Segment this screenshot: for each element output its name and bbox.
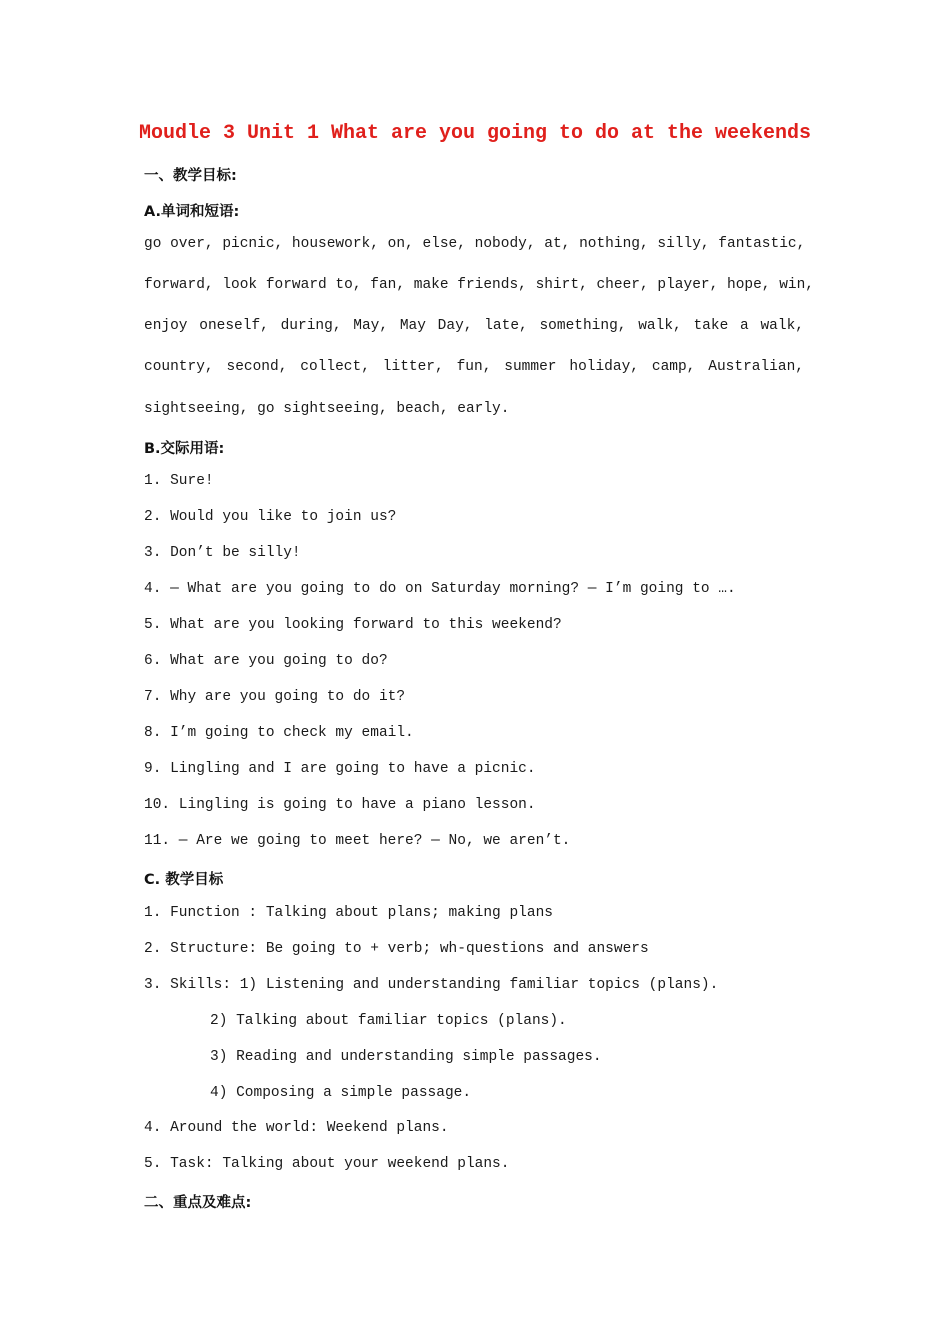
phrase-item: 2. Would you like to join us? [144,509,397,525]
skill-sub-item: 2) Talking about familiar topics (plans). [210,1013,567,1029]
phrase-item: 9. Lingling and I are going to have a picnic. [144,761,536,777]
section-heading-phrases: B.交际用语: [144,441,225,457]
section-heading-teaching-goals: C. 教学目标 [144,872,224,888]
vocab-line: go over, picnic, housework, on, else, nobody, at, nothing, silly, fantastic, [144,236,806,252]
page-title: Moudle 3 Unit 1 What are you going to do at the weekends [138,122,812,145]
skill-sub-item: 4) Composing a simple passage. [210,1085,472,1101]
phrase-item: 10. Lingling is going to have a piano lesson. [144,797,536,813]
skill-sub-item: 3) Reading and understanding simple passages. [210,1049,602,1065]
section-heading-vocabulary: A.单词和短语: [144,204,240,220]
phrase-item: 11. — Are we going to meet here? — No, we aren’t. [144,833,571,849]
vocab-line: country, second, collect, litter, fun, summer holiday, camp, Australian, [144,359,804,375]
phrase-item: 3. Don’t be silly! [144,545,301,561]
objective-item: 1. Function : Talking about plans; making plans [144,905,553,921]
objective-item: 5. Task: Talking about your weekend plans. [144,1156,510,1172]
phrase-item: 1. Sure! [144,473,214,489]
vocab-line: forward, look forward to, fan, make friends, shirt, cheer, player, hope, win, [144,277,815,293]
section-heading-key-points: 二、重点及难点: [144,1195,252,1211]
phrase-item: 7. Why are you going to do it? [144,689,406,705]
phrase-item: 6. What are you going to do? [144,653,388,669]
objective-item: 2. Structure: Be going to + verb; wh-questions and answers [144,941,649,957]
vocab-line: sightseeing, go sightseeing, beach, early. [144,401,510,417]
phrase-item: 8. I’m going to check my email. [144,725,414,741]
phrase-item: 4. — What are you going to do on Saturday morning? — I’m going to …. [144,581,736,597]
vocab-line: enjoy oneself, during, May, May Day, late, something, walk, take a walk, [144,318,804,334]
phrase-item: 5. What are you looking forward to this weekend? [144,617,562,633]
objective-item: 3. Skills: 1) Listening and understanding familiar topics (plans). [144,977,719,993]
objective-item: 4. Around the world: Weekend plans. [144,1120,449,1136]
section-heading-objectives: 一、教学目标: [144,168,237,184]
